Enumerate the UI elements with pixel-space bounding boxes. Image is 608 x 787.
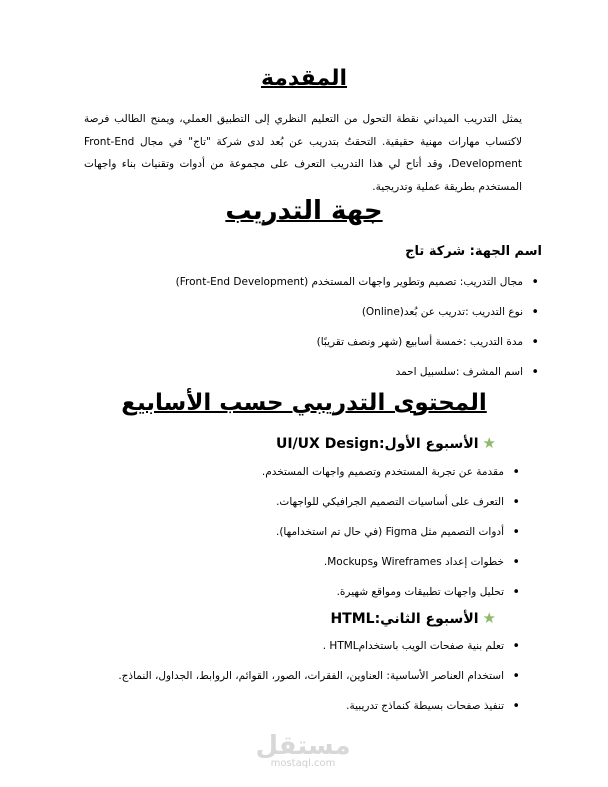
list-item: • مجال التدريب: تصميم وتطوير واجهات المستخدم (Front-End Development) bbox=[79, 276, 539, 306]
list-item: • استخدام العناصر الأساسية: العناوين، الفقرات، الصور، القوائم، الروابط، الجداول، النماذج. bbox=[40, 670, 520, 700]
organization-name: اسم الجهة: شركة تاج bbox=[405, 244, 542, 259]
list-item: • مقدمة عن تجربة المستخدم وتصميم واجهات المستخدم. bbox=[100, 466, 520, 496]
list-item: • اسم المشرف :سلسبيل احمد bbox=[79, 366, 539, 396]
list-item: • أدوات التصميم مثل Figma (في حال تم استخدامها). bbox=[100, 526, 520, 556]
week2-list bbox=[40, 640, 520, 730]
list-item: • التعرف على أساسيات التصميم الجرافيكي للواجهات. bbox=[100, 496, 520, 526]
list-item: • تعلم بنية صفحات الويب باستخدامHTML . bbox=[40, 640, 520, 670]
week2-heading bbox=[330, 609, 496, 627]
list-item: • تنفيذ صفحات بسيطة كنماذج تدريبية. bbox=[40, 700, 520, 730]
intro-paragraph: يمثل التدريب الميداني نقطة التحول من التعليم النظري إلى التطبيق العملي، ويمنح الطالب فرصة لاكتساب مهارات مهنية حقيقية. التحقتُ بتدريب عن بُعد لدى شركة "تاج" في مجال Front-End Development، وقد أتاح لي هذا التدريب التعرف على مجموعة من أدوات وتقنيات بناء واجهات المستخدم بطريقة عملية وتدريجية. bbox=[84, 113, 522, 193]
intro-heading: المقدمة bbox=[260, 66, 348, 91]
list-item: • مدة التدريب :خمسة أسابيع (شهر ونصف تقريبًا) bbox=[79, 336, 539, 366]
list-item: • تحليل واجهات تطبيقات ومواقع شهيرة. bbox=[100, 586, 520, 616]
content-heading: المحتوى التدريبي حسب الأسابيع bbox=[121, 390, 487, 416]
star-icon: ★ bbox=[482, 434, 496, 452]
week1-heading bbox=[276, 434, 496, 452]
list-item: • نوع التدريب :تدريب عن بُعد(Online) bbox=[79, 306, 539, 336]
week1-list bbox=[100, 466, 520, 616]
watermark-word: مستقل bbox=[255, 731, 351, 761]
watermark-logo bbox=[243, 732, 363, 769]
week2-title: الأسبوع الثاني:HTML bbox=[330, 611, 479, 627]
watermark-url: mostaql.com bbox=[270, 758, 336, 769]
week1-title: الأسبوع الأول:UI/UX Design bbox=[275, 436, 479, 452]
star-icon: ★ bbox=[482, 609, 496, 627]
organization-heading: جهة التدريب bbox=[225, 196, 383, 226]
organization-list bbox=[79, 276, 539, 396]
list-item: • خطوات إعداد Wireframes وMockups. bbox=[100, 556, 520, 586]
